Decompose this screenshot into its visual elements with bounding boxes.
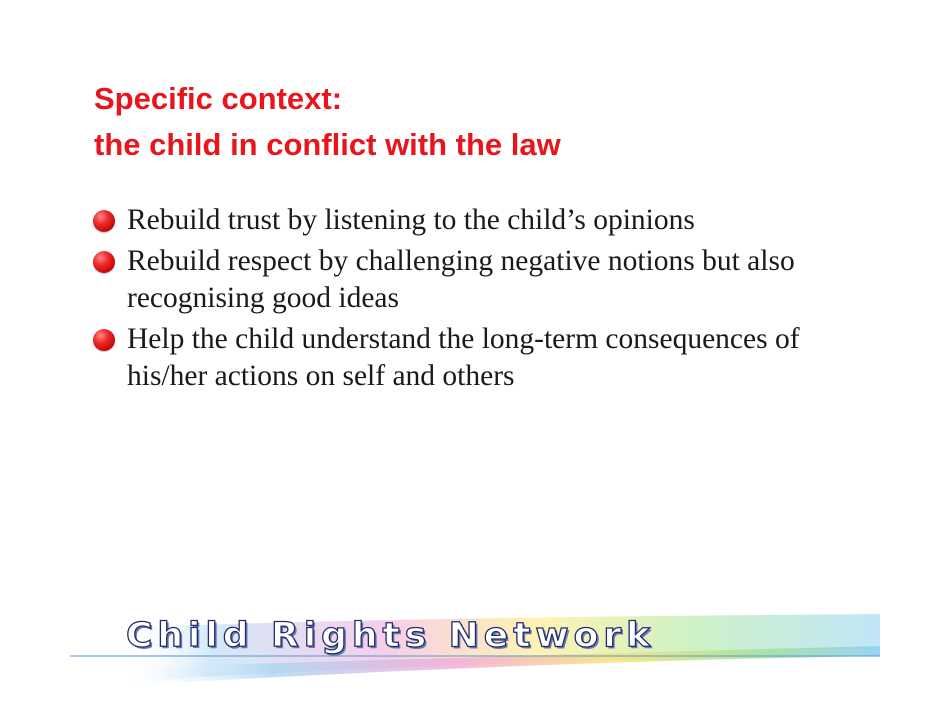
- title-line-2: the child in conflict with the law: [94, 127, 561, 162]
- bullet-text: Rebuild trust by listening to the child’s opinions: [127, 204, 695, 236]
- slide-title: [94, 76, 561, 168]
- bullet-text: Rebuild respect by challenging negative notions but also recognising good ideas: [127, 245, 795, 314]
- bullet-item: [93, 202, 853, 239]
- title-line-1: Specific context:: [94, 81, 343, 116]
- red-bullet-icon: [93, 329, 115, 351]
- red-bullet-icon: [93, 251, 115, 273]
- bullet-item: [93, 321, 853, 395]
- bullet-item: [93, 243, 853, 317]
- bullet-list: [93, 202, 853, 399]
- bullet-text: Help the child understand the long-term consequences of his/her actions on self and others: [127, 323, 800, 392]
- banner-logo-text: Child Rights Network: [126, 615, 656, 655]
- red-bullet-icon: [93, 210, 115, 232]
